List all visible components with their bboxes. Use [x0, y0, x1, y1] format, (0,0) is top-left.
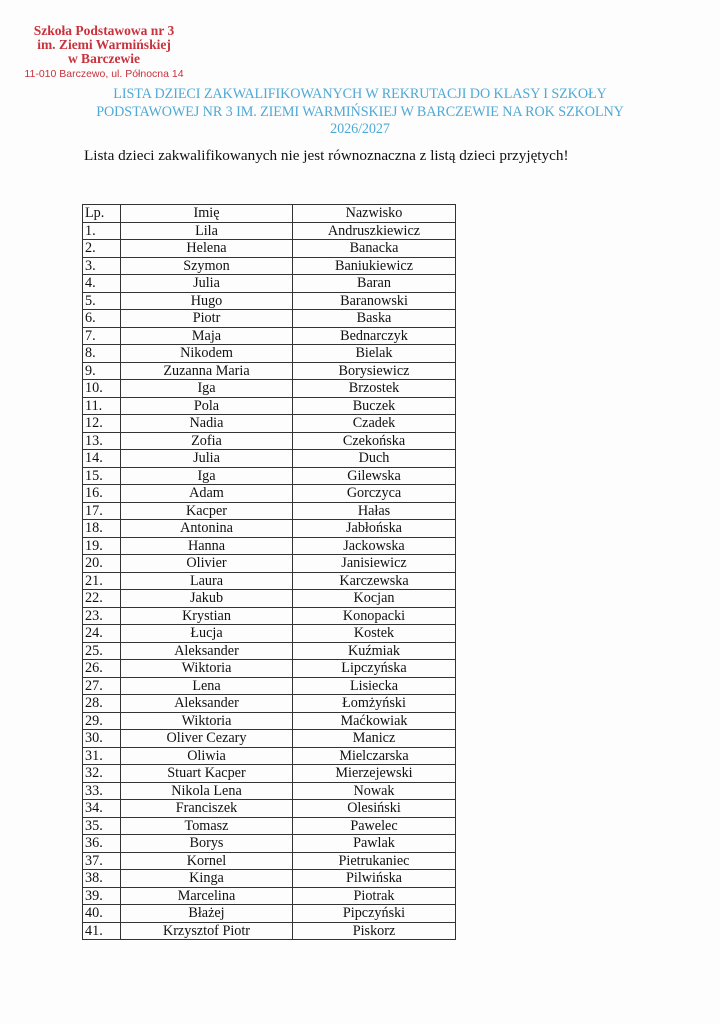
first-name-cell: Franciszek: [121, 800, 293, 818]
table-row: [83, 520, 456, 538]
first-name-cell: Hanna: [121, 537, 293, 555]
last-name-cell: Maćkowiak: [293, 712, 456, 730]
row-number: 16.: [83, 485, 121, 503]
first-name-cell: Kacper: [121, 502, 293, 520]
table-row: [83, 800, 456, 818]
first-name-cell: Helena: [121, 240, 293, 258]
last-name-cell: Piotrak: [293, 887, 456, 905]
row-number: 41.: [83, 922, 121, 940]
first-name-cell: Aleksander: [121, 695, 293, 713]
table-row: [83, 730, 456, 748]
first-name-cell: Wiktoria: [121, 660, 293, 678]
table-row: [83, 817, 456, 835]
first-name-cell: Zofia: [121, 432, 293, 450]
row-number: 31.: [83, 747, 121, 765]
first-name-cell: Lila: [121, 222, 293, 240]
last-name-cell: Buczek: [293, 397, 456, 415]
row-number: 25.: [83, 642, 121, 660]
last-name-cell: Andruszkiewicz: [293, 222, 456, 240]
row-number: 13.: [83, 432, 121, 450]
last-name-cell: Borysiewicz: [293, 362, 456, 380]
row-number: 18.: [83, 520, 121, 538]
table-row: [83, 782, 456, 800]
row-number: 37.: [83, 852, 121, 870]
header-lp: Lp.: [83, 205, 121, 223]
last-name-cell: Kostek: [293, 625, 456, 643]
last-name-cell: Nowak: [293, 782, 456, 800]
row-number: 22.: [83, 590, 121, 608]
row-number: 40.: [83, 905, 121, 923]
first-name-cell: Błażej: [121, 905, 293, 923]
row-number: 32.: [83, 765, 121, 783]
table-row: [83, 922, 456, 940]
first-name-cell: Nikola Lena: [121, 782, 293, 800]
row-number: 5.: [83, 292, 121, 310]
table-row: [83, 835, 456, 853]
row-number: 6.: [83, 310, 121, 328]
table-row: [83, 310, 456, 328]
row-number: 7.: [83, 327, 121, 345]
table-row: [83, 765, 456, 783]
row-number: 17.: [83, 502, 121, 520]
first-name-cell: Jakub: [121, 590, 293, 608]
last-name-cell: Pawelec: [293, 817, 456, 835]
row-number: 23.: [83, 607, 121, 625]
table-row: [83, 642, 456, 660]
last-name-cell: Gilewska: [293, 467, 456, 485]
first-name-cell: Aleksander: [121, 642, 293, 660]
row-number: 27.: [83, 677, 121, 695]
row-number: 36.: [83, 835, 121, 853]
last-name-cell: Duch: [293, 450, 456, 468]
table-row: [83, 380, 456, 398]
first-name-cell: Lena: [121, 677, 293, 695]
last-name-cell: Baran: [293, 275, 456, 293]
row-number: 1.: [83, 222, 121, 240]
title-line-2: PODSTAWOWEJ NR 3 IM. ZIEMI WARMIŃSKIEJ W BARCZEWIE NA ROK SZKOLNY: [96, 103, 624, 120]
last-name-cell: Janisiewicz: [293, 555, 456, 573]
first-name-cell: Krzysztof Piotr: [121, 922, 293, 940]
first-name-cell: Oliver Cezary: [121, 730, 293, 748]
row-number: 20.: [83, 555, 121, 573]
last-name-cell: Baranowski: [293, 292, 456, 310]
table-row: [83, 607, 456, 625]
first-name-cell: Iga: [121, 380, 293, 398]
last-name-cell: Manicz: [293, 730, 456, 748]
first-name-cell: Julia: [121, 450, 293, 468]
table-row: [83, 677, 456, 695]
row-number: 38.: [83, 870, 121, 888]
first-name-cell: Hugo: [121, 292, 293, 310]
table-row: [83, 555, 456, 573]
table-row: [83, 467, 456, 485]
last-name-cell: Konopacki: [293, 607, 456, 625]
table-row: [83, 345, 456, 363]
table-row: [83, 292, 456, 310]
first-name-cell: Szymon: [121, 257, 293, 275]
last-name-cell: Czadek: [293, 415, 456, 433]
table-row: [83, 362, 456, 380]
first-name-cell: Nadia: [121, 415, 293, 433]
first-name-cell: Tomasz: [121, 817, 293, 835]
table-row: [83, 257, 456, 275]
first-name-cell: Adam: [121, 485, 293, 503]
last-name-cell: Baska: [293, 310, 456, 328]
row-number: 24.: [83, 625, 121, 643]
header-first-name: Imię: [121, 205, 293, 223]
table-header-row: [83, 205, 456, 223]
first-name-cell: Pola: [121, 397, 293, 415]
first-name-cell: Kornel: [121, 852, 293, 870]
row-number: 21.: [83, 572, 121, 590]
last-name-cell: Pilwińska: [293, 870, 456, 888]
table-row: [83, 660, 456, 678]
table-row: [83, 625, 456, 643]
table-row: [83, 572, 456, 590]
last-name-cell: Jabłońska: [293, 520, 456, 538]
first-name-cell: Borys: [121, 835, 293, 853]
row-number: 11.: [83, 397, 121, 415]
table-row: [83, 502, 456, 520]
table-row: [83, 275, 456, 293]
table-row: [83, 712, 456, 730]
first-name-cell: Kinga: [121, 870, 293, 888]
notice-text: Lista dzieci zakwalifikowanych nie jest równoznaczna z listą dzieci przyjętych!: [84, 147, 569, 164]
last-name-cell: Bednarczyk: [293, 327, 456, 345]
last-name-cell: Gorczyca: [293, 485, 456, 503]
row-number: 29.: [83, 712, 121, 730]
last-name-cell: Hałas: [293, 502, 456, 520]
last-name-cell: Łomżyński: [293, 695, 456, 713]
last-name-cell: Banacka: [293, 240, 456, 258]
table-row: [83, 590, 456, 608]
last-name-cell: Pawlak: [293, 835, 456, 853]
first-name-cell: Zuzanna Maria: [121, 362, 293, 380]
last-name-cell: Karczewska: [293, 572, 456, 590]
last-name-cell: Czekońska: [293, 432, 456, 450]
first-name-cell: Julia: [121, 275, 293, 293]
table-row: [83, 747, 456, 765]
table-row: [83, 397, 456, 415]
row-number: 35.: [83, 817, 121, 835]
school-stamp: [24, 24, 184, 81]
first-name-cell: Piotr: [121, 310, 293, 328]
first-name-cell: Stuart Kacper: [121, 765, 293, 783]
last-name-cell: Kocjan: [293, 590, 456, 608]
last-name-cell: Piskorz: [293, 922, 456, 940]
last-name-cell: Mielczarska: [293, 747, 456, 765]
first-name-cell: Łucja: [121, 625, 293, 643]
table-row: [83, 852, 456, 870]
first-name-cell: Krystian: [121, 607, 293, 625]
table-row: [83, 432, 456, 450]
last-name-cell: Baniukiewicz: [293, 257, 456, 275]
row-number: 39.: [83, 887, 121, 905]
document-title: [70, 86, 650, 139]
row-number: 19.: [83, 537, 121, 555]
title-line-3: 2026/2027: [330, 121, 390, 137]
first-name-cell: Iga: [121, 467, 293, 485]
first-name-cell: Oliwia: [121, 747, 293, 765]
row-number: 4.: [83, 275, 121, 293]
row-number: 30.: [83, 730, 121, 748]
row-number: 10.: [83, 380, 121, 398]
table-row: [83, 537, 456, 555]
row-number: 8.: [83, 345, 121, 363]
row-number: 3.: [83, 257, 121, 275]
first-name-cell: Olivier: [121, 555, 293, 573]
first-name-cell: Nikodem: [121, 345, 293, 363]
last-name-cell: Pietrukaniec: [293, 852, 456, 870]
table-row: [83, 887, 456, 905]
table-row: [83, 222, 456, 240]
first-name-cell: Laura: [121, 572, 293, 590]
last-name-cell: Lipczyńska: [293, 660, 456, 678]
last-name-cell: Jackowska: [293, 537, 456, 555]
table-row: [83, 327, 456, 345]
row-number: 34.: [83, 800, 121, 818]
table-row: [83, 695, 456, 713]
row-number: 14.: [83, 450, 121, 468]
last-name-cell: Olesiński: [293, 800, 456, 818]
qualified-children-table: [82, 204, 456, 940]
last-name-cell: Bielak: [293, 345, 456, 363]
title-line-1: LISTA DZIECI ZAKWALIFIKOWANYCH W REKRUTACJI DO KLASY I SZKOŁY: [113, 86, 607, 102]
table-row: [83, 905, 456, 923]
last-name-cell: Mierzejewski: [293, 765, 456, 783]
table-row: [83, 485, 456, 503]
row-number: 9.: [83, 362, 121, 380]
row-number: 28.: [83, 695, 121, 713]
first-name-cell: Maja: [121, 327, 293, 345]
table-row: [83, 450, 456, 468]
row-number: 15.: [83, 467, 121, 485]
table-row: [83, 240, 456, 258]
last-name-cell: Pipczyński: [293, 905, 456, 923]
table-row: [83, 415, 456, 433]
stamp-address: 11-010 Barczewo, ul. Północna 14: [24, 68, 184, 80]
first-name-cell: Wiktoria: [121, 712, 293, 730]
last-name-cell: Lisiecka: [293, 677, 456, 695]
stamp-town: w Barczewie: [67, 51, 141, 66]
row-number: 2.: [83, 240, 121, 258]
stamp-patron: im. Ziemi Warmińskiej: [37, 37, 171, 52]
table-row: [83, 870, 456, 888]
first-name-cell: Marcelina: [121, 887, 293, 905]
last-name-cell: Kuźmiak: [293, 642, 456, 660]
row-number: 33.: [83, 782, 121, 800]
last-name-cell: Brzostek: [293, 380, 456, 398]
row-number: 12.: [83, 415, 121, 433]
header-last-name: Nazwisko: [293, 205, 456, 223]
first-name-cell: Antonina: [121, 520, 293, 538]
row-number: 26.: [83, 660, 121, 678]
stamp-school-name: Szkoła Podstawowa nr 3: [33, 23, 175, 38]
